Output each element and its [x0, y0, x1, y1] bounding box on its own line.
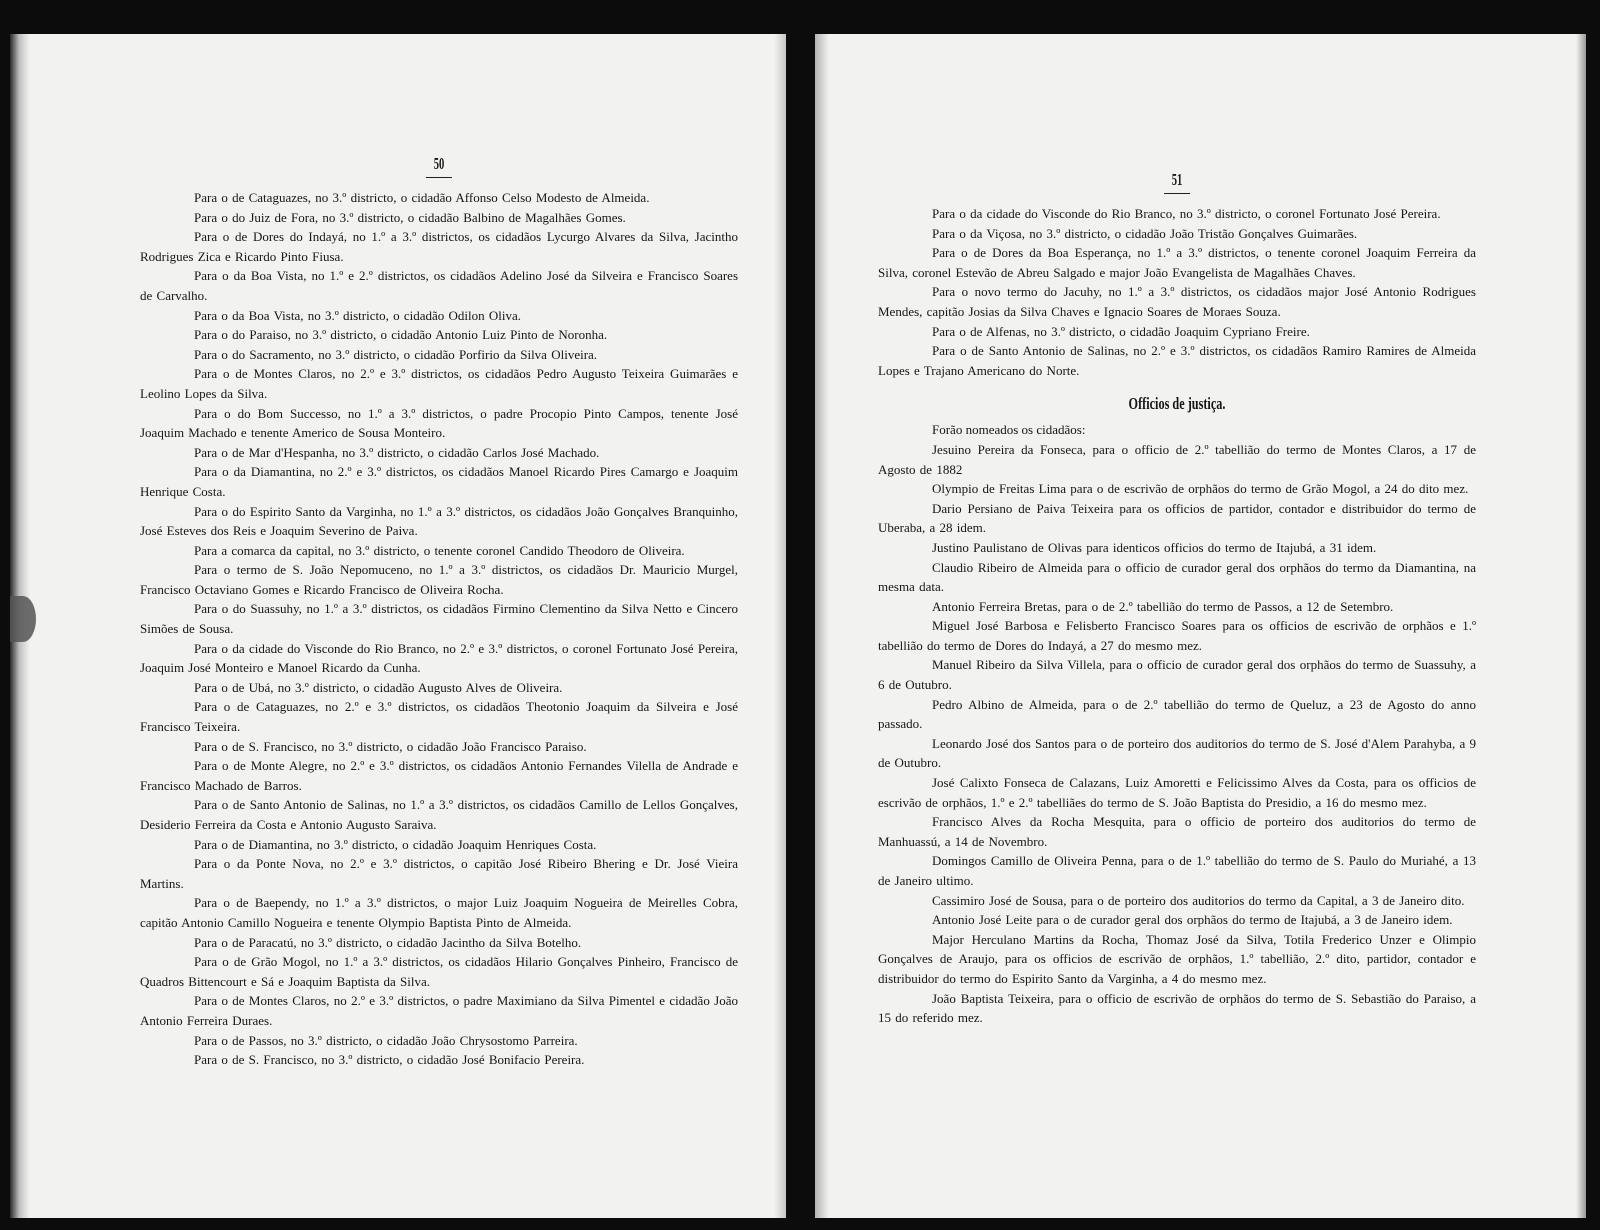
- entry-paragraph: Para o de Montes Claros, no 2.º e 3.º districtos, os cidadãos Pedro Augusto Teixeira Guimarães e Leolino Lopes da Silva.: [140, 366, 738, 401]
- entry-paragraph: Para o de Ubá, no 3.º districto, o cidadão Augusto Alves de Oliveira.: [194, 679, 563, 695]
- section-title: Officios de justiça.: [1128, 394, 1226, 414]
- entry-paragraph: Para o do Juiz de Fora, no 3.º districto, o cidadão Balbino de Magalhães Gomes.: [194, 209, 626, 225]
- entry-paragraph: Para o de Santo Antonio de Salinas, no 2.º e 3.º districtos, os cidadãos Ramiro Ramires de Almeida Lopes e Trajano Americano do Norte.: [878, 343, 1476, 378]
- entry-paragraph: Para o da Ponte Nova, no 2.º e 3.º districtos, o capitão José Ribeiro Bhering e Dr. José Vieira Martins.: [140, 856, 738, 891]
- right-entries-list: [878, 204, 1476, 380]
- entry-paragraph: Olympio de Freitas Lima para o de escrivão de orphãos do termo de Grão Mogol, a 24 do dito mez.: [932, 481, 1469, 497]
- entry-paragraph: Major Herculano Martins da Rocha, Thomaz José da Silva, Totila Frederico Unzer e Olimpio Gonçalves de Araujo, para os officios de escrivão de orphãos, 1.º tabellião, 2.º dito, partidor, contador e distribuidor do termo do Espirito Santo da Varginha, a 4 do mesmo mez.: [878, 931, 1476, 986]
- entry-paragraph: Miguel José Barbosa e Felisberto Francisco Soares para os officios de escrivão de orphãos e 1.º tabellião do termo de Dores do Indayá, a 27 do mesmo mez.: [878, 618, 1476, 653]
- entry-paragraph: Para o da Diamantina, no 2.º e 3.º districtos, os cidadãos Manoel Ricardo Pires Camargo e Joaquim Henrique Costa.: [140, 464, 738, 499]
- entry-paragraph: Para o do Suassuhy, no 1.º a 3.º districtos, os cidadãos Firmino Clementino da Silva Netto e Cincero Simões de Sousa.: [140, 601, 738, 637]
- entry-paragraph: Para o de Alfenas, no 3.º districto, o cidadão Joaquim Cypriano Freire.: [932, 323, 1310, 339]
- right-text-column: [878, 170, 1476, 1028]
- entry-paragraph: Para o de Santo Antonio de Salinas, no 1.º a 3.º districtos, os cidadãos Camillo de Lellos Gonçalves, Desiderio Ferreira da Costa e Antonio Augusto Saraiva.: [140, 797, 738, 832]
- entry-paragraph: Para o da Boa Vista, no 1.º e 2.º districtos, os cidadãos Adelino José da Silveira e Francisco Soares de Carvalho.: [140, 268, 738, 303]
- entry-paragraph: Para o de S. Francisco, no 3.º districto, o cidadão José Bonifacio Pereira.: [194, 1052, 585, 1068]
- entry-paragraph: Domingos Camillo de Oliveira Penna, para o de 1.º tabellião do termo de S. Paulo do Muriahé, a 13 de Janeiro ultimo.: [878, 853, 1476, 888]
- entry-paragraph: Leonardo José dos Santos para o de porteiro dos auditorios do termo de S. José d'Alem Parahyba, a 9 de Outubro.: [878, 735, 1476, 771]
- entry-paragraph: Para o do Bom Successo, no 1.º a 3.º districtos, o padre Procopio Pinto Campos, tenente José Joaquim Machado e tenente Americo de Sousa Monteiro.: [140, 405, 738, 441]
- entry-paragraph: Para o de Grão Mogol, no 1.º a 3.º districtos, os cidadãos Hilario Gonçalves Pinheiro, Francisco de Quadros Bittencourt e Sá e Joaquim Baptista da Silva.: [140, 954, 738, 989]
- entry-paragraph: Para o do Sacramento, no 3.º districto, o cidadão Porfirio da Silva Oliveira.: [194, 346, 598, 362]
- left-text-column: [140, 154, 738, 1070]
- page-number-rule: [426, 177, 452, 178]
- entry-paragraph: Justino Paulistano de Olivas para identicos officios do termo de Itajubá, a 31 idem.: [932, 539, 1377, 555]
- page-number: 50: [433, 154, 445, 173]
- entry-paragraph: Para o de Monte Alegre, no 2.º e 3.º districtos, os cidadãos Antonio Fernandes Vilella de Andrade e Francisco Machado de Barros.: [140, 758, 738, 793]
- page-number-rule: [1164, 193, 1190, 194]
- entry-paragraph: Cassimiro José de Sousa, para o de porteiro dos auditorios do termo da Capital, a 3 de Janeiro dito.: [932, 892, 1465, 908]
- entry-paragraph: João Baptista Teixeira, para o officio de escrivão de orphãos do termo de S. Sebastião do Paraiso, a 15 do referido mez.: [878, 990, 1476, 1026]
- left-entries-list: [140, 188, 738, 1070]
- entry-paragraph: Para o termo de S. João Nepomuceno, no 1.º a 3.º districtos, os cidadãos Dr. Mauricio Murgel, Francisco Octaviano Gomes e Ricardo Francisco de Oliveira Rocha.: [140, 562, 738, 597]
- left-page: [10, 34, 786, 1218]
- entry-paragraph: Para o de Montes Claros, no 2.º e 3.º districtos, o padre Maximiano da Silva Pimentel e cidadão João Antonio Ferreira Duraes.: [140, 993, 738, 1028]
- entry-paragraph: Antonio José Leite para o de curador geral dos orphãos do termo de Itajubá, a 3 de Janeiro idem.: [932, 912, 1453, 928]
- entry-paragraph: Jesuino Pereira da Fonseca, para o officio de 2.º tabellião do termo de Montes Claros, a 17 de Agosto de 1882: [878, 441, 1476, 477]
- entry-paragraph: Para o da cidade do Visconde do Rio Branco, no 3.º districto, o coronel Fortunato José Pereira.: [932, 206, 1441, 221]
- entry-paragraph: Para o novo termo do Jacuhy, no 1.º a 3.º districtos, os cidadãos major José Antonio Rodrigues Mendes, capitão Josias da Silva Chaves e Ignacio Soares de Moraes Souza.: [878, 284, 1476, 319]
- section-lead: Forão nomeados os cidadãos:: [932, 422, 1086, 438]
- entry-paragraph: Para o de Paracatú, no 3.º districto, o cidadão Jacintho da Silva Botelho.: [194, 934, 582, 950]
- entry-paragraph: Manuel Ribeiro da Silva Villela, para o officio de curador geral dos orphãos do termo de Suassuhy, a 6 de Outubro.: [878, 657, 1476, 693]
- entry-paragraph: Para o de Diamantina, no 3.º districto, o cidadão Joaquim Henriques Costa.: [194, 836, 597, 852]
- entry-paragraph: Para o de Cataguazes, no 2.º e 3.º districtos, os cidadãos Theotonio Joaquim da Silveira e José Francisco Teixeira.: [140, 699, 738, 735]
- entry-paragraph: Claudio Ribeiro de Almeida para o officio de curador geral dos orphãos do termo da Diamantina, na mesma data.: [878, 559, 1476, 595]
- entry-paragraph: Para o do Espirito Santo da Varginha, no 1.º a 3.º districtos, os cidadãos João Gonçalves Branquinho, José Esteves dos Reis e Joaquim Severino de Paiva.: [140, 503, 738, 539]
- entry-paragraph: Para o de Dores do Indayá, no 1.º a 3.º districtos, os cidadãos Lycurgo Alvares da Silva, Jacintho Rodrigues Zica e Ricardo Pinto Fiusa.: [140, 229, 738, 264]
- entry-paragraph: Para o de Baependy, no 1.º a 3.º districtos, o major Luiz Joaquim Nogueira de Meirelles Cobra, capitão Antonio Camillo Nogueira e tenente Olympio Baptista Pinto de Almeida.: [140, 895, 738, 930]
- entry-paragraph: Para a comarca da capital, no 3.º districto, o tenente coronel Candido Theodoro de Oliveira.: [194, 542, 685, 558]
- entry-paragraph: Para o da Boa Vista, no 3.º districto, o cidadão Odilon Oliva.: [194, 307, 522, 323]
- entry-paragraph: Francisco Alves da Rocha Mesquita, para o officio de porteiro dos auditorios do termo de Manhuassú, a 14 de Novembro.: [878, 814, 1476, 849]
- appointments-list: [878, 440, 1476, 1028]
- entry-paragraph: Para o de Passos, no 3.º districto, o cidadão João Chrysostomo Parreira.: [194, 1032, 578, 1048]
- page-edge-mark: [10, 596, 36, 642]
- entry-paragraph: Para o de Mar d'Hespanha, no 3.º districto, o cidadão Carlos José Machado.: [194, 444, 600, 460]
- entry-paragraph: Antonio Ferreira Bretas, para o de 2.º tabellião do termo de Passos, a 12 de Setembro.: [932, 598, 1394, 614]
- entry-paragraph: Para o de S. Francisco, no 3.º districto, o cidadão João Francisco Paraiso.: [194, 738, 587, 754]
- entry-paragraph: Para o da Viçosa, no 3.º districto, o cidadão João Tristão Gonçalves Guimarães.: [932, 225, 1358, 241]
- entry-paragraph: Pedro Albino de Almeida, para o de 2.º tabellião do termo de Queluz, a 23 de Agosto do anno passado.: [878, 696, 1476, 732]
- entry-paragraph: José Calixto Fonseca de Calazans, Luiz Amoretti e Felicissimo Alves da Costa, para os officios de escrivão de orphãos, 1.º e 2.º tabelliães do termo de S. João Baptista do Presidio, a 16 do mesmo mez.: [878, 775, 1476, 810]
- page-number: 51: [1171, 170, 1183, 189]
- entry-paragraph: Dario Persiano de Paiva Teixeira para os officios de partidor, contador e distribuidor do termo de Uberaba, a 28 idem.: [878, 500, 1476, 536]
- entry-paragraph: Para o da cidade do Visconde do Rio Branco, no 2.º e 3.º districtos, o coronel Fortunato José Pereira, Joaquim José Monteiro e Manoel Ricardo da Cunha.: [140, 640, 738, 676]
- entry-paragraph: Para o de Cataguazes, no 3.º districto, o cidadão Affonso Celso Modesto de Almeida.: [194, 190, 650, 205]
- entry-paragraph: Para o do Paraiso, no 3.º districto, o cidadão Antonio Luiz Pinto de Noronha.: [194, 327, 608, 343]
- right-page: [815, 34, 1586, 1218]
- entry-paragraph: Para o de Dores da Boa Esperança, no 1.º a 3.º districtos, o tenente coronel Joaquim Ferreira da Silva, coronel Estevão de Abreu Salgado e major João Evangelista de Magalhães Chaves.: [878, 245, 1476, 280]
